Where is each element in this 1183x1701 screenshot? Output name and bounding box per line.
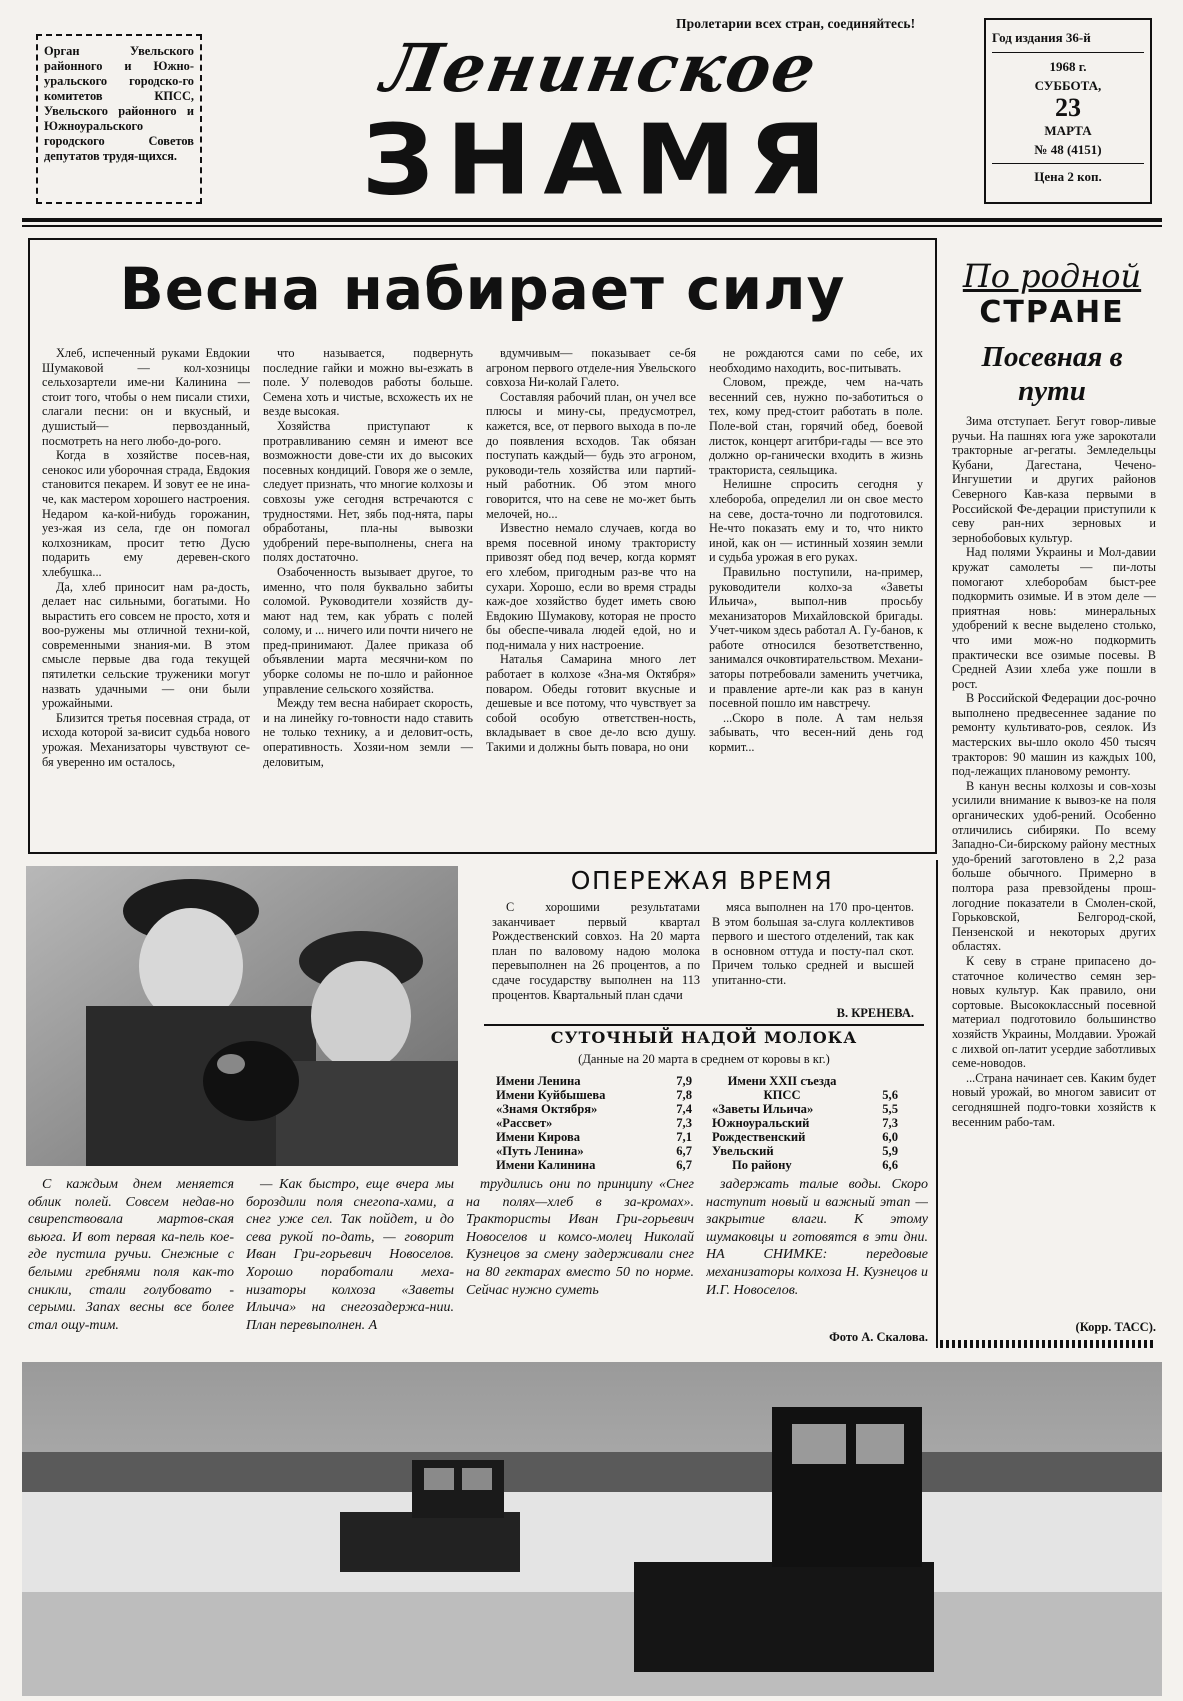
issue-price: Цена 2 коп. [992,163,1144,186]
middle-author: В. КРЕНЕВА. [836,1006,914,1020]
column-divider [936,860,938,1348]
middle-rule [484,1024,924,1026]
paragraph: мяса выполнен на 170 про-центов. В этом большая за-слуга коллективов первого и шестого отделений, так как в основном оттуда и посту-пал скот. Причем только средней и высшей упитанно-сти. [712,900,914,987]
paragraph: Известно немало случаев, когда во время посевной иному трактористу привозят обед под вечер, когда кормят его хлебом, пригодным раз-ве что на сухари. Хорошо, если во время страды каж-дое хозяйство будет иметь свою Евдокию Шумакову, которая не просто бы обеспе-чивала людей едой, но и под-нимала у них настроение. [486,521,696,652]
paragraph: В Российской Федерации дос-рочно выполнено предвесеннее задание по ремонту культивато-ров, сеялок. Из мастерских вы-шло около 450 тысяч тракторов: 90 машин из каждых 100, под-лежащих плановому ремонту. [952,691,1156,779]
farm-name: «Заветы Ильича» [712,1102,814,1116]
paragraph: Хозяйства приступают к протравливанию семян и имеют все возможности дове-сти их до высоких посевных кондиций. Говоря же о земле, следует признать, что многие колхозы и совхозы уже сегодня встречаются с трудностями. Нет, зябь под-нята, пары обработаны, пла-ны вывозки удобрений пере-выполнены, снега на полях достаточно. [263,418,473,565]
issue-info-box [984,18,1152,204]
issue-month: МАРТА [1044,123,1092,138]
table-row [712,1130,898,1144]
table-row [712,1116,898,1130]
paragraph: С хорошими результатами заканчивает первый квартал Рождественский совхоз. На 20 марта план по валовому надою молока перевыполнен на 26 процентов, а по сдаче государству выполнен на 113 процентов. Квартальный план сдачи [492,900,700,1002]
masthead-rule [22,218,1162,222]
caption-column-3 [466,1176,694,1346]
paragraph: В канун весны колхозы и сов-хозы усилили внимание к вывоз-ке на поля органических удоб-рений. Особенно отличились сибиряки. По всему Западно-Си-бирскому району местных удо-брений заготовлено в 2,2 раза больше обычного. Примерно в полтора раза превзойдены прош-логодние показатели в Смолен-ской, Горьковской, Белгород-ской, Пензенской и некоторых других областях. [952,778,1156,954]
farm-name: Имени XXII съезда КПСС [727,1074,837,1102]
table-row [496,1088,692,1102]
caption-column-1 [28,1176,234,1346]
farm-value: 5,9 [882,1144,898,1158]
paragraph: что называется, подвернуть последние гайки и можно вы-езжать в поле. У полеводов работы больше. Семена хоть и чистые, всхожесть их не везде высокая. [263,346,473,419]
caption-column-2 [246,1176,454,1346]
newspaper-title-line2: ЗНАМЯ [361,104,839,218]
farm-value: 7,3 [676,1116,692,1130]
farm-value: 6,7 [676,1144,692,1158]
paragraph: Между тем весна набирает скорость, и на линейку го-товности надо ставить не только технику, а и деловит-ость, оперативность. Хозяи-ном земли — деловитым, [263,696,473,769]
year-of-edition: Год издания 36-й [992,28,1144,53]
side-headline: Посевная в пути [981,341,1123,407]
farm-value: 7,3 [882,1116,898,1130]
rubric-line2: СТРАНЕ [979,295,1125,330]
farm-name: Рождественский [712,1130,806,1144]
organ-box: Орган Увельского районного и Южно-уральского городско-го комитетов КПСС, Увельского районного и Южноуральского городского Советов депутатов трудя-щихся. [36,34,202,204]
paragraph: трудились они по принципу «Снег на полях—хлеб в за-кромах». Трактористы Иван Гри-горьевич Новоселов и комсо-молец Николай Кузнецов за смену задерживали снег на 80 гектарах вместо 50 по норме. Сейчас нужно суметь [466,1177,694,1298]
farm-value: 6,0 [882,1130,898,1144]
slogan: Пролетарии всех стран, соединяйтесь! [676,16,916,31]
middle-headline: ОПЕРЕЖАЯ ВРЕМЯ [570,866,834,895]
side-end-rule [940,1340,1156,1348]
lead-column-4 [709,346,923,846]
paragraph: ...Страна начинает сев. Каким будет новый урожай, во многом зависит от сегодняшней подго-товки хозяйств к весенним рабо-там. [952,1070,1156,1129]
farm-name: По району [732,1158,792,1172]
rubric-line1: По родной [962,257,1142,295]
table-row [496,1102,692,1116]
lead-column-2 [263,346,473,846]
side-article-text [952,414,1156,1314]
farm-name: Имени Куйбышева [496,1088,606,1102]
farm-name: Имени Кирова [496,1130,581,1144]
paragraph: Когда в хозяйстве посев-ная, сенокос или уборочная страда, Евдокия становится пекарем. И зовут ее не ина-че, как мастером хорошего настроения. Недаром ка-кой-нибудь горожанин, уез-жая из села, где он помогал колхозникам, просит тетю Дусю подарить ему деревен-ского хлебушка... [42,448,250,579]
side-credit: (Корр. ТАСС). [1075,1320,1156,1334]
farm-name: «Знамя Октября» [496,1102,598,1116]
paragraph: Над полями Украины и Мол-давии кружат самолеты — пи-лоты помогают хлеборобам быст-рее подкормить озимые. И в этом деле — приятная новь: минеральных удобрений к весне выделено столько, что ими мож-но подкормить практически все озимые посевы. В Средней Азии хлеба уже пошли в рост. [952,545,1156,691]
paragraph: С каждым днем меняется облик полей. Совсем недав-но свирепствовала мартов-ская вьюга. И вот первая ка-пель кое-где пустила ручьи. Снежные с белыми гребнями поля как-то сникли, стали голубовато - серыми. Запах весны все более стал ощу-тим. [28,1177,234,1333]
table-row [712,1102,898,1116]
farm-value: 7,9 [676,1074,692,1088]
table-row [496,1116,692,1130]
masthead-rule-thin [22,225,1162,227]
photo-mechanics-image [26,866,458,1166]
table-row [496,1130,692,1144]
farm-value: 5,5 [882,1102,898,1116]
paragraph: Близится третья посевная страда, от исхода которой за-висит судьба нового урожая. Механизаторы чувствуют се-бя уверенно им осталось, [42,710,250,769]
paragraph: Нелишне спросить сегодня у хлебороба, определил ли он свое место на севе, доста-точно ли подготовился. Не-что показать ему и то, что никто иной, как он — истинный хозяин земли и судьба урожая в его руках. [709,477,923,565]
lead-column-3 [486,346,696,846]
paragraph: вдумчивым— показывает се-бя агроном первого отделе-ния Увельского совхоза Ни-колай Галето. [486,346,696,390]
paragraph: ...Скоро в поле. А там нельзя забывать, что весен-ний день год кормит... [709,710,923,755]
table-row [712,1074,898,1102]
issue-day: 23 [1055,93,1081,122]
paragraph: Озабоченность вызывает другое, то именно, что поля буквально забиты соломой. Руководители хозяйств ду-мают над тем, как убрать с полей солому, и ... ничего или почти ничего не пред-принимают. Далее приказа об объявлении марта месячни-ком по уборке соломы не по-шло и районное управление сельского хозяйства. [263,564,473,696]
paragraph: Правильно поступили, на-пример, руководители колхо-за «Заветы Ильича», выпол-нив просьбу механизаторов Михайловской бригады. Учет-чиком здесь работал А. Гу-банов, к работе относился безответственно, занимался очковтирательством. Механи-заторы потребовали заменить учетчика, и правление арте-ли как раз в канун посевной пошло им навстречу. [709,564,923,711]
photo-mechanics [26,866,458,1166]
paragraph: К севу в стране припасено до-статочное количество семян зер-новых культур. Как правило, они сортовые. Высококлассный посевной материал подготовило большинство хозяйств Украины, Молдавии. Урожай с лихвой оп-латит усердие заботливых семе-новодов. [952,953,1156,1071]
paragraph: Хлеб, испеченный руками Евдокии Шумаковой — кол-хозницы сельхозартели име-ни Калинина — стоит того, чтобы о нем писали стихи, слагали песни: он и вкусный, и душистый— первозданный, посмотреть на него любо-до-рого. [42,346,250,448]
table-row [712,1158,898,1172]
farm-value: 7,4 [676,1102,692,1116]
issue-weekday: СУББОТА, [1034,78,1102,93]
farm-value: 5,6 [882,1088,898,1102]
farm-value: 6,7 [676,1158,692,1172]
photo-credit: Фото А. Скалова. [829,1330,928,1344]
paragraph: Зима отступает. Бегут говор-ливые ручьи. На пашнях юга уже зарокотали тракторные аг-регаты. Земледельцы Кубани, Дагестана, Чечено-Ингушетии и других районов Северного Кав-каза первыми в Российской Фе-дерации приступили к севу ран-них зерновых и зернобобовых культур. [952,414,1156,545]
photo-tractors [22,1362,1162,1696]
paragraph: Да, хлеб приносит нам ра-дость, делает нас сильными, богатыми. Но вырастить его совсем не просто, хотя и воо-ружены мы отличной техни-кой, современными знания-ми. В этом смысле первые два года текущей пятилетки сельские труженики могут назвать удачными — они были урожайными. [42,579,250,711]
farm-value: 7,8 [676,1088,692,1102]
newspaper-title-line1: Ленинское [376,29,824,107]
farm-value: 7,1 [676,1130,692,1144]
farm-name: Имени Калинина [496,1158,596,1172]
paragraph: Наталья Самарина много лет работает в колхозе «Зна-мя Октября» поваром. Обеды готовит вкусные и дешевые и все потому, что чувствует за собой особую ответствен-ность, вкладывает в свое де-ло всю душу. Такими и должны быть повара, но они [486,652,696,755]
table-note: (Данные на 20 марта в среднем от коровы в кг.) [578,1052,830,1066]
farm-name: Южноуральский [712,1116,810,1130]
paragraph: — Как быстро, еще вчера мы бороздили поля снегопа-хами, а снег уже сел. Так пойдет, и до сева рукой по-дать, — говорит Иван Гри-горьевич Новоселов. Хорошо поработали меха-низаторы колхоза «Заветы Ильича» на снегозадержа-нии. План перевыполнен. А [246,1177,454,1333]
photo-tractors-image [22,1362,1162,1696]
table-row [496,1158,692,1172]
paragraph: не рождаются сами по себе, их необходимо находить, вос-питывать. [709,346,923,375]
farm-name: Увельский [712,1144,774,1158]
milk-table-right [712,1074,898,1172]
middle-column-1 [492,900,700,1022]
paragraph: Составляя рабочий план, он учел все плюсы и мину-сы, предусмотрел, кажется, все, от первого выхода в по-ле до появления всходов. Так обязан поступать каждый— будь это агроном, руководи-тель хозяйства или партий-ный работник. Об этом много говорится, что на севе не мо-жет быть мелочей, но... [486,389,696,521]
table-row [496,1074,692,1088]
farm-name: «Рассвет» [496,1116,553,1130]
lead-column-1 [42,346,250,846]
issue-year: 1968 г. [1049,59,1087,74]
milk-table-left [496,1074,692,1172]
middle-column-2 [712,900,914,1008]
table-row [712,1144,898,1158]
caption-column-4 [706,1176,928,1326]
table-title: СУТОЧНЫЙ НАДОЙ МОЛОКА [550,1028,858,1047]
lead-headline: Весна набирает силу [119,255,846,323]
paragraph: Словом, прежде, чем на-чать весенний сев, нужно по-заботиться о тех, кому пред-стоит работать в поле. Поле-вой стан, горячий обед, боевой листок, концерт агитбри-гады — все это должно ор-ганически входить в жизнь тракториста, сеяльщика. [709,375,923,477]
farm-value: 6,6 [882,1158,898,1172]
paragraph: задержать талые воды. Скоро наступит новый и важный этап — закрытие влаги. К этому шумаковцы и готовятся в эти дни. НА СНИМКЕ: передовые механизаторы колхоза Н. Кузнецов и И.Г. Новоселов. [706,1177,928,1298]
farm-name: Имени Ленина [496,1074,581,1088]
issue-number: № 48 (4151) [1034,142,1102,157]
farm-name: «Путь Ленина» [496,1144,584,1158]
table-row [496,1144,692,1158]
